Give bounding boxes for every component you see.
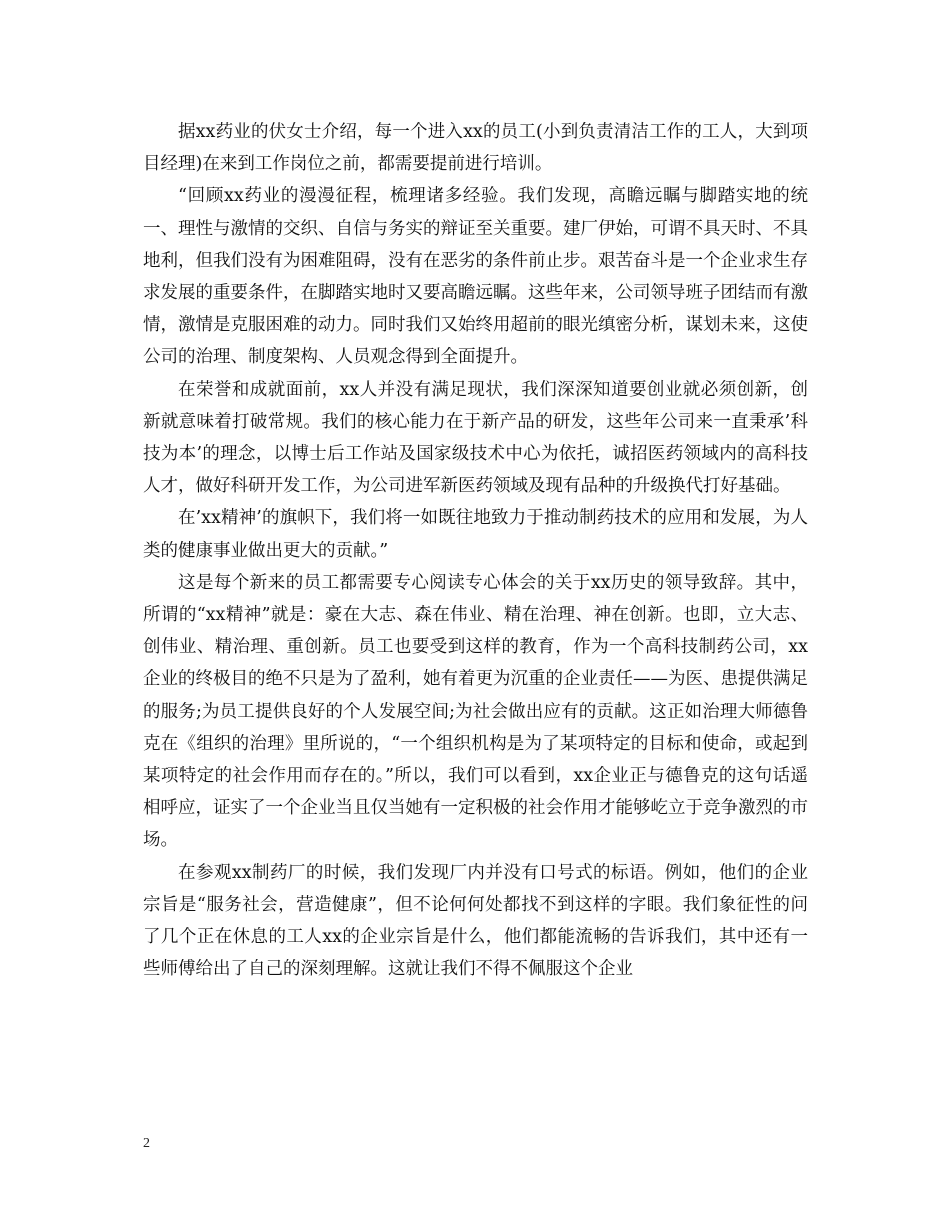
paragraph-2: “回顾xx药业的漫漫征程，梳理诸多经验。我们发现，高瞻远瞩与脚踏实地的统一、理性与激情的交织、自信与务实的辩证至关重要。建厂伊始，可谓不具天时、不具地利，但我们没有为困难阻碍，没有在恶劣的条件前止步。艰苦奋斗是一个企业求生存求发展的重要条件，在脚踏实地时又要高瞻远瞩。这些年来，公司领导班子团结而有激情，激情是克服困难的动力。同时我们又始终用超前的眼光缜密分析，谋划未来，这使公司的治理、制度架构、人员观念得到全面提升。 <box>143 186 808 368</box>
paragraph-1: 据xx药业的伏女士介绍，每一个进入xx的员工(小到负责清洁工作的工人，大到项目经理)在来到工作岗位之前，都需要提前进行培训。 <box>143 122 808 175</box>
paragraph-4: 在’xx精神’的旗帜下，我们将一如既往地致力于推动制药技术的应用和发展，为人类的健康事业做出更大的贡献。” <box>143 508 808 561</box>
paragraph-6: 在参观xx制药厂的时候，我们发现厂内并没有口号式的标语。例如，他们的企业宗旨是“服务社会，营造健康”，但不论何何处都找不到这样的字眼。我们象征性的问了几个正在休息的工人xx的企业宗旨是什么，他们都能流畅的告诉我们，其中还有一些师傅给出了自己的深刻理解。这就让我们不得不佩服这个企业 <box>143 862 808 980</box>
body-text <box>143 116 808 985</box>
paragraph-5: 这是每个新来的员工都需要专心阅读专心体会的关于xx历史的领导致辞。其中，所谓的“xx精神”就是：豪在大志、森在伟业、精在治理、神在创新。也即，立大志、创伟业、精治理、重创新。员工也要受到这样的教育，作为一个高科技制药公司，xx企业的终极目的绝不只是为了盈利，她有着更为沉重的企业责任——为医、患提供满足的服务;为员工提供良好的个人发展空间;为社会做出应有的贡献。这正如治理大师德鲁克在《组织的治理》里所说的，“一个组织机构是为了某项特定的目标和使命，或起到某项特定的社会作用而存在的。”所以，我们可以看到，xx企业正与德鲁克的这句话遥相呼应，证实了一个企业当且仅当她有一定积极的社会作用才能够屹立于竞争激烈的市场。 <box>143 572 808 851</box>
page-number: 2 <box>143 1136 150 1151</box>
paragraph-3: 在荣誉和成就面前，xx人并没有满足现状，我们深深知道要创业就必须创新，创新就意味着打破常规。我们的核心能力在于新产品的研发，这些年公司来一直秉承’科技为本’的理念，以博士后工作站及国家级技术中心为依托，诚招医药领域内的高科技人才，做好科研开发工作，为公司进军新医药领域及现有品种的升级换代打好基础。 <box>143 379 808 497</box>
